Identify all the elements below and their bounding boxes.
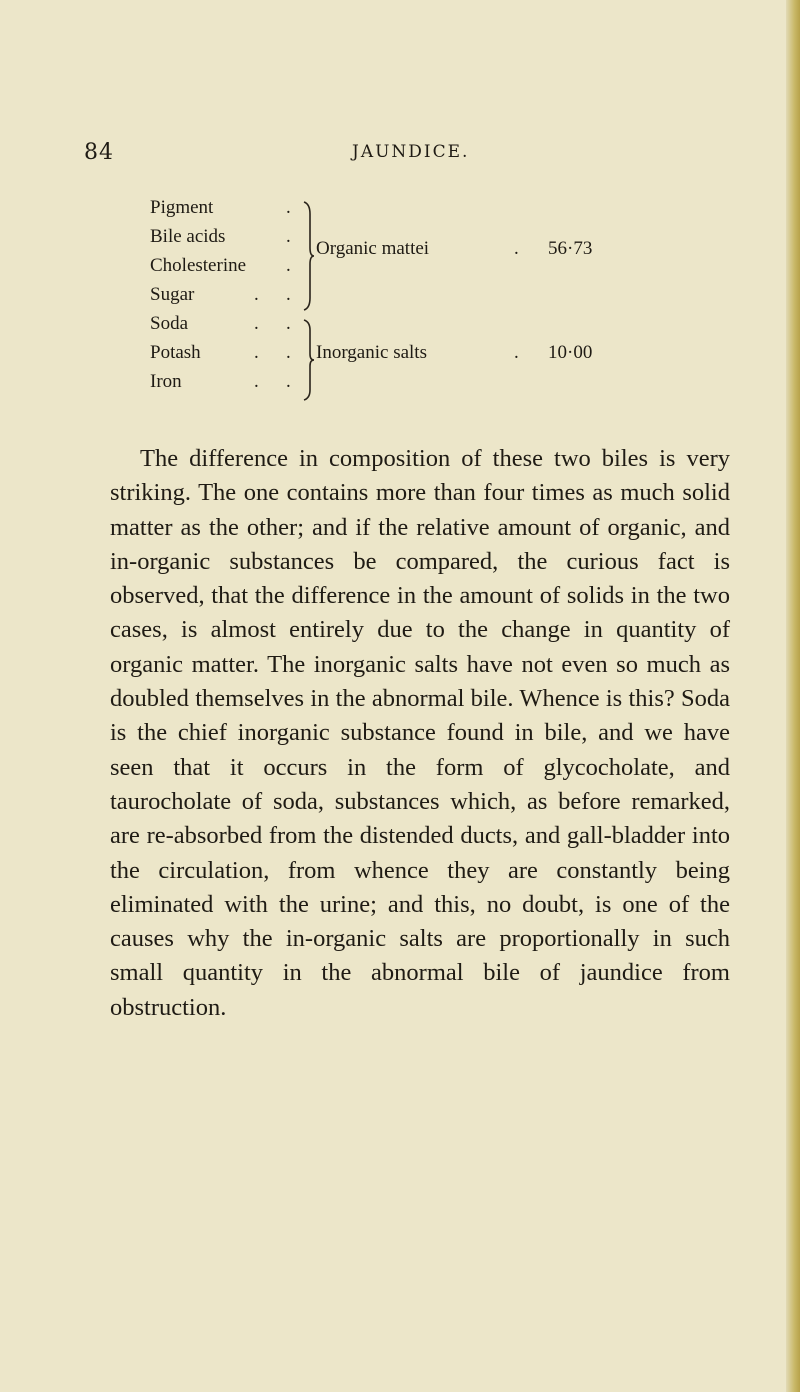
brace-organic [302, 200, 314, 312]
group-value-organic: 56·73 [548, 238, 593, 259]
table-item-soda: Soda [150, 313, 188, 334]
composition-table [0, 0, 800, 420]
group-label-organic: Organic mattei [316, 238, 430, 259]
leader-dot: . [286, 371, 291, 392]
leader-dot: . [514, 342, 519, 363]
table-item-sugar: Sugar [150, 284, 195, 305]
group-value-inorganic: 10·00 [548, 342, 593, 363]
body-paragraph: The difference in composition of these two biles is very striking. The one contains more than four times as much solid matter as the other; and if the relative amount of organic, and in-organic substances be compared, the curious fact is observed, that the difference in the amount of solids in the two cases, is almost entirely due to the change in quantity of organic matter. The inorganic salts have not even so much as doubled themselves in the abnormal bile. Whence is this? Soda is the chief inorganic substance found in bile, and we have seen that it occurs in the form of glycocholate, and taurocholate of soda, substances which, as before remarked, are re-absorbed from the distended ducts, and gall-bladder into the circulation, from whence they are constantly being eliminated with the urine; and this, no doubt, is one of the causes why the in-organic salts are proportionally in such small quantity in the abnormal bile of jaundice from obstruction. [110, 445, 730, 1021]
leader-dot: . [254, 284, 259, 305]
leader-dot: . [286, 226, 291, 247]
table-item-cholesterine: Cholesterine [150, 255, 247, 276]
leader-dot: . [254, 342, 259, 363]
brace-inorganic [302, 318, 314, 402]
leader-dot: . [254, 313, 259, 334]
running-title: JAUNDICE. [352, 142, 470, 162]
leader-dot: . [514, 238, 519, 259]
leader-dot: . [254, 371, 259, 392]
table-item-iron: Iron [150, 371, 182, 392]
table-item-pigment: Pigment [150, 197, 214, 218]
group-label-inorganic: Inorganic salts [316, 342, 427, 363]
leader-dot: . [286, 313, 291, 334]
leader-dot: . [286, 284, 291, 305]
leader-dot: . [286, 197, 291, 218]
table-item-bile-acids: Bile acids [150, 226, 226, 247]
leader-dot: . [286, 255, 291, 276]
table-item-potash: Potash [150, 342, 201, 363]
page-number: 84 [84, 140, 114, 165]
leader-dot: . [286, 342, 291, 363]
